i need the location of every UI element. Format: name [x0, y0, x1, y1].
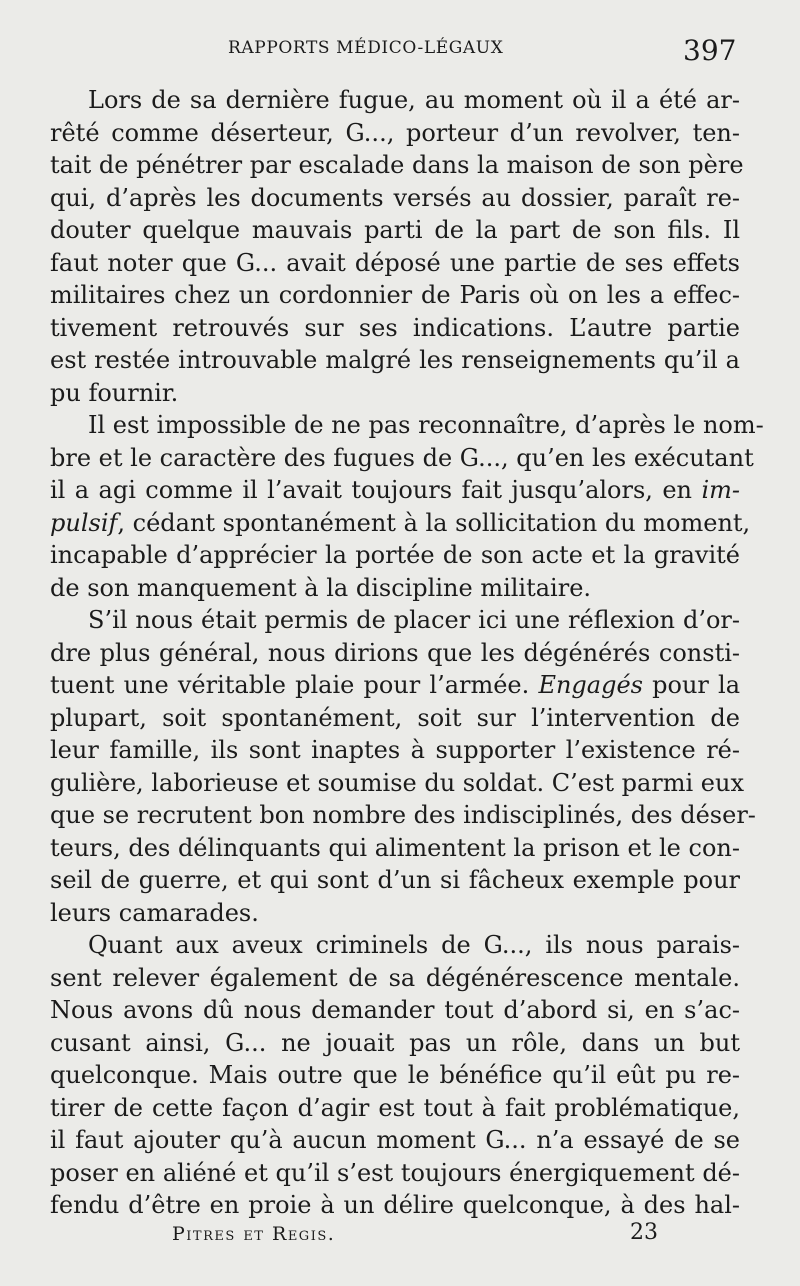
- text-line: Il est impossible de ne pas reconnaître, d’après le nom-: [88, 411, 764, 439]
- text-line: S’il nous était permis de placer ici une réflexion d’or-: [88, 606, 740, 634]
- text-line: Nous avons dû nous demander tout d’abord si, en s’ac-: [50, 996, 740, 1024]
- text-line: tirer de cette façon d’agir est tout à fait problématique,: [50, 1093, 740, 1122]
- text-line: pulsif, cédant spontanément à la sollicitation du moment,: [50, 508, 751, 537]
- text-line: plupart, soit spontanément, soit sur l’intervention de: [50, 703, 740, 732]
- text-line: leurs camarades.: [50, 898, 259, 927]
- page-number: 397: [683, 34, 737, 67]
- body-text: [50, 84, 764, 1222]
- text-line: dre plus général, nous dirions que les dégénérés consti-: [50, 638, 740, 667]
- text-line: Quant aux aveux criminels de G..., ils nous parais-: [88, 931, 740, 959]
- running-title: RAPPORTS MÉDICO-LÉGAUX: [228, 38, 504, 58]
- text-line: militaires chez un cordonnier de Paris où on les a effec-: [50, 281, 740, 309]
- text-line: poser en aliéné et qu’il s’est toujours énergiquement dé-: [50, 1158, 740, 1187]
- text-line: il faut ajouter qu’à aucun moment G... n’a essayé de se: [50, 1126, 740, 1154]
- text-line: tuent une véritable plaie pour l’armée. Engagés pour la: [50, 671, 741, 699]
- text-line: gulière, laborieuse et soumise du soldat. C’est parmi eux: [50, 768, 744, 797]
- text-line: sent relever également de sa dégénérescence mentale.: [50, 963, 740, 992]
- text-line: pu fournir.: [50, 378, 179, 407]
- text-line: de son manquement à la discipline militaire.: [50, 573, 592, 602]
- signature-mark: 23: [630, 1220, 658, 1245]
- text-line: Lors de sa dernière fugue, au moment où il a été ar-: [88, 86, 740, 114]
- text-line: faut noter que G... avait déposé une partie de ses effets: [50, 248, 740, 277]
- text-line: tait de pénétrer par escalade dans la maison de son père: [50, 151, 744, 179]
- text-line: seil de guerre, et qui sont d’un si fâcheux exemple pour: [50, 866, 740, 894]
- text-line: est restée introuvable malgré les renseignements qu’il a: [50, 346, 740, 374]
- text-line: cusant ainsi, G... ne jouait pas un rôle, dans un but: [50, 1028, 740, 1057]
- text-line: quelconque. Mais outre que le bénéfice qu’il eût pu re-: [50, 1061, 740, 1089]
- text-line: incapable d’apprécier la portée de son acte et la gravité: [50, 541, 740, 569]
- text-line: que se recrutent bon nombre des indisciplinés, des déser-: [50, 801, 756, 829]
- text-line: douter quelque mauvais parti de la part de son fils. Il: [50, 216, 740, 244]
- text-line: leur famille, ils sont inaptes à supporter l’existence ré-: [50, 736, 740, 764]
- text-line: tivement retrouvés sur ses indications. L’autre partie: [50, 313, 740, 342]
- text-line: rêté comme déserteur, G..., porteur d’un revolver, ten-: [50, 118, 740, 147]
- text-line: il a agi comme il l’avait toujours fait jusqu’alors, en im-: [50, 476, 740, 504]
- text-line: qui, d’après les documents versés au dossier, paraît re-: [50, 183, 740, 212]
- footer-authors: Pitres et Regis.: [172, 1223, 336, 1245]
- text-line: bre et le caractère des fugues de G..., qu’en les exécutant: [50, 443, 754, 472]
- text-line: fendu d’être en proie à un délire quelconque, à des hal-: [50, 1191, 740, 1219]
- text-line: teurs, des délinquants qui alimentent la prison et le con-: [50, 833, 740, 862]
